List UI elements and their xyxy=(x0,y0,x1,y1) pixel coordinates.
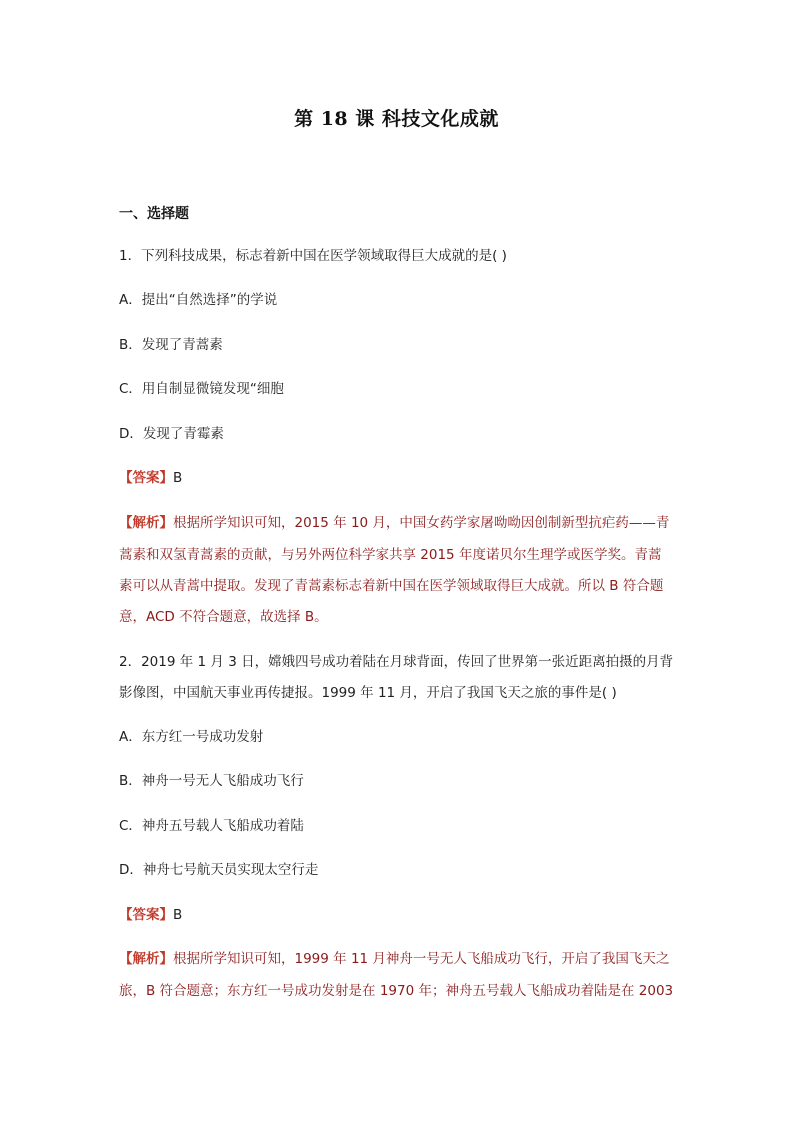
question-2-stem-line: 2．2019 年 1 月 3 日，嫦娥四号成功着陆在月球背面，传回了世界第一张近距离拍摄的月背 xyxy=(119,654,674,670)
analysis-label: 【解析】 xyxy=(119,951,173,967)
section-heading: 一、选择题 xyxy=(119,206,189,222)
question-1-analysis-line xyxy=(119,513,669,533)
question-1-stem: 1．下列科技成果，标志着新中国在医学领域取得巨大成就的是( ) xyxy=(119,248,507,264)
question-1-option-d: D．发现了青霉素 xyxy=(119,426,224,442)
question-1-analysis-line: 素可以从青蒿中提取。发现了青蒿素标志着新中国在医学领域取得巨大成就。所以 B 符合题 xyxy=(119,578,664,594)
question-1-option-a: A．提出“自然选择”的学说 xyxy=(119,292,278,308)
question-2-analysis-line: 旅，B 符合题意；东方红一号成功发射是在 1970 年；神舟五号载人飞船成功着陆是在 2003 xyxy=(119,983,674,999)
question-2-answer xyxy=(119,905,182,925)
question-2-option-c: C．神舟五号载人飞船成功着陆 xyxy=(119,818,304,834)
question-1-option-c: C．用自制显微镜发现“细胞 xyxy=(119,381,284,397)
answer-value: B xyxy=(173,470,183,486)
answer-label: 【答案】 xyxy=(119,907,173,923)
analysis-label: 【解析】 xyxy=(119,515,173,531)
question-1-answer xyxy=(119,468,182,488)
analysis-text: 根据所学知识可知，1999 年 11 月神舟一号无人飞船成功飞行，开启了我国飞天之 xyxy=(173,951,670,967)
analysis-text: 根据所学知识可知，2015 年 10 月，中国女药学家屠呦呦因创制新型抗疟药——青 xyxy=(173,515,670,531)
question-2-stem-line: 影像图，中国航天事业再传捷报。1999 年 11 月，开启了我国飞天之旅的事件是( ) xyxy=(119,685,617,701)
question-2-analysis-line xyxy=(119,949,669,969)
answer-label: 【答案】 xyxy=(119,470,173,486)
answer-value: B xyxy=(173,907,183,923)
question-2-option-a: A．东方红一号成功发射 xyxy=(119,729,264,745)
page-title: 第 18 课 科技文化成就 xyxy=(294,108,499,130)
question-2-option-d: D．神舟七号航天员实现太空行走 xyxy=(119,862,319,878)
question-1-analysis-line: 意，ACD 不符合题意，故选择 B。 xyxy=(119,609,328,625)
question-2-option-b: B．神舟一号无人飞船成功飞行 xyxy=(119,773,304,789)
question-1-analysis-line: 蒿素和双氢青蒿素的贡献，与另外两位科学家共享 2015 年度诺贝尔生理学或医学奖。青蒿 xyxy=(119,547,662,563)
question-1-option-b: B．发现了青蒿素 xyxy=(119,337,223,353)
